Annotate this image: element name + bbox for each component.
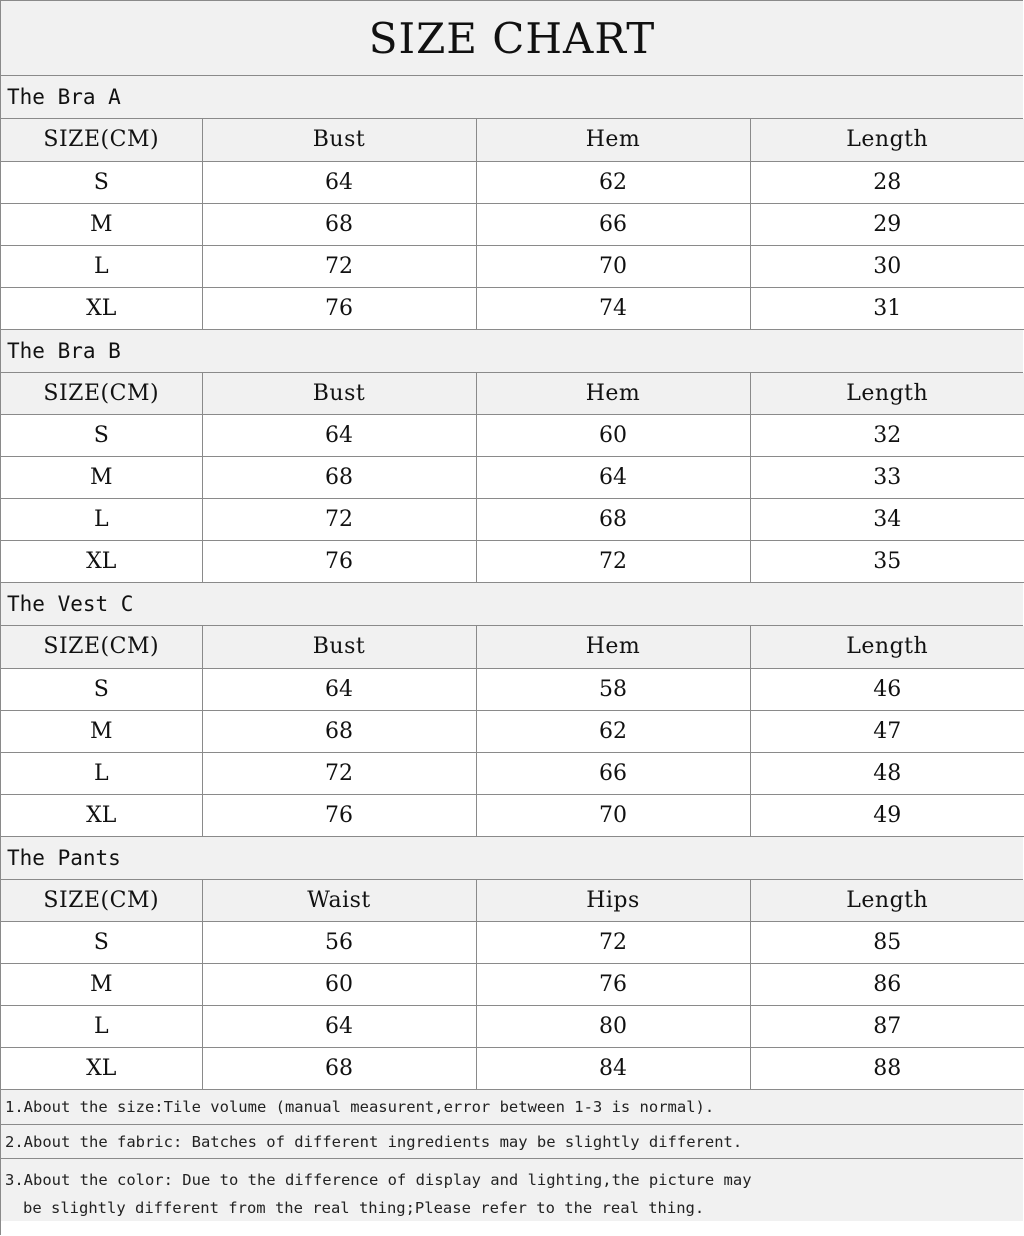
value-cell: 47 (750, 710, 1024, 752)
value-cell: 84 (476, 1048, 750, 1090)
value-cell: 76 (202, 541, 476, 583)
column-header: Bust (202, 119, 476, 161)
value-cell: 56 (202, 922, 476, 964)
value-cell: 68 (202, 457, 476, 499)
column-header: Waist (202, 880, 476, 922)
table-row (1, 287, 1024, 329)
value-cell: 74 (476, 287, 750, 329)
size-cell: M (1, 457, 202, 499)
value-cell: 60 (202, 964, 476, 1006)
section-label-bra-b: The Bra B (1, 330, 1023, 373)
note-size: 1.About the size:Tile volume (manual measurent,error between 1-3 is normal). (1, 1090, 1023, 1125)
note-color-line2: be slightly different from the real thing;Please refer to the real thing. (23, 1199, 705, 1217)
value-cell: 87 (750, 1006, 1024, 1048)
value-cell: 64 (202, 668, 476, 710)
value-cell: 68 (476, 499, 750, 541)
value-cell: 70 (476, 245, 750, 287)
table-row (1, 668, 1024, 710)
value-cell: 68 (202, 203, 476, 245)
value-cell: 46 (750, 668, 1024, 710)
size-table-pants (1, 880, 1024, 1091)
column-header: Hem (476, 373, 750, 415)
column-header: Hem (476, 119, 750, 161)
table-row (1, 752, 1024, 794)
table-header-row (1, 880, 1024, 922)
table-header-row (1, 626, 1024, 668)
column-header: Bust (202, 626, 476, 668)
section-label-vest-c: The Vest C (1, 583, 1023, 626)
value-cell: 64 (202, 161, 476, 203)
table-row (1, 964, 1024, 1006)
table-row (1, 794, 1024, 836)
column-header: Hem (476, 626, 750, 668)
note-color-line1: 3.About the color: Due to the difference of display and lighting,the picture may (5, 1171, 752, 1189)
value-cell: 72 (476, 541, 750, 583)
value-cell: 76 (202, 287, 476, 329)
size-cell: L (1, 1006, 202, 1048)
table-row (1, 541, 1024, 583)
value-cell: 34 (750, 499, 1024, 541)
size-table-vest-c (1, 626, 1024, 837)
value-cell: 88 (750, 1048, 1024, 1090)
value-cell: 58 (476, 668, 750, 710)
note-fabric: 2.About the fabric: Batches of different ingredients may be slightly different. (1, 1125, 1023, 1159)
column-header: SIZE(CM) (1, 119, 202, 161)
size-table-bra-b (1, 373, 1024, 584)
value-cell: 66 (476, 752, 750, 794)
size-cell: S (1, 668, 202, 710)
table-row (1, 457, 1024, 499)
size-cell: L (1, 245, 202, 287)
table-row (1, 499, 1024, 541)
page-title: SIZE CHART (1, 1, 1023, 76)
value-cell: 49 (750, 794, 1024, 836)
value-cell: 62 (476, 710, 750, 752)
size-cell: S (1, 161, 202, 203)
column-header: SIZE(CM) (1, 626, 202, 668)
table-row (1, 203, 1024, 245)
size-cell: L (1, 752, 202, 794)
table-header-row (1, 373, 1024, 415)
table-row (1, 922, 1024, 964)
value-cell: 72 (202, 752, 476, 794)
value-cell: 80 (476, 1006, 750, 1048)
value-cell: 64 (202, 1006, 476, 1048)
value-cell: 68 (202, 710, 476, 752)
value-cell: 64 (202, 415, 476, 457)
note-color (1, 1159, 1023, 1221)
table-header-row (1, 119, 1024, 161)
value-cell: 32 (750, 415, 1024, 457)
column-header: Length (750, 880, 1024, 922)
value-cell: 64 (476, 457, 750, 499)
value-cell: 30 (750, 245, 1024, 287)
column-header: Length (750, 119, 1024, 161)
size-cell: M (1, 203, 202, 245)
value-cell: 76 (476, 964, 750, 1006)
column-header: SIZE(CM) (1, 880, 202, 922)
size-cell: S (1, 922, 202, 964)
value-cell: 28 (750, 161, 1024, 203)
table-row (1, 1048, 1024, 1090)
value-cell: 62 (476, 161, 750, 203)
value-cell: 60 (476, 415, 750, 457)
value-cell: 85 (750, 922, 1024, 964)
column-header: Length (750, 626, 1024, 668)
size-cell: M (1, 964, 202, 1006)
value-cell: 48 (750, 752, 1024, 794)
section-label-pants: The Pants (1, 837, 1023, 880)
column-header: Length (750, 373, 1024, 415)
column-header: SIZE(CM) (1, 373, 202, 415)
size-cell: XL (1, 287, 202, 329)
section-label-bra-a: The Bra A (1, 76, 1023, 119)
value-cell: 70 (476, 794, 750, 836)
value-cell: 35 (750, 541, 1024, 583)
value-cell: 31 (750, 287, 1024, 329)
value-cell: 86 (750, 964, 1024, 1006)
value-cell: 76 (202, 794, 476, 836)
size-table-bra-a (1, 119, 1024, 330)
table-row (1, 415, 1024, 457)
table-row (1, 710, 1024, 752)
value-cell: 72 (476, 922, 750, 964)
table-row (1, 161, 1024, 203)
column-header: Bust (202, 373, 476, 415)
value-cell: 72 (202, 245, 476, 287)
column-header: Hips (476, 880, 750, 922)
table-row (1, 245, 1024, 287)
size-cell: XL (1, 541, 202, 583)
value-cell: 33 (750, 457, 1024, 499)
size-cell: L (1, 499, 202, 541)
value-cell: 68 (202, 1048, 476, 1090)
value-cell: 29 (750, 203, 1024, 245)
value-cell: 66 (476, 203, 750, 245)
size-cell: XL (1, 1048, 202, 1090)
size-cell: S (1, 415, 202, 457)
value-cell: 72 (202, 499, 476, 541)
size-cell: M (1, 710, 202, 752)
table-row (1, 1006, 1024, 1048)
size-cell: XL (1, 794, 202, 836)
